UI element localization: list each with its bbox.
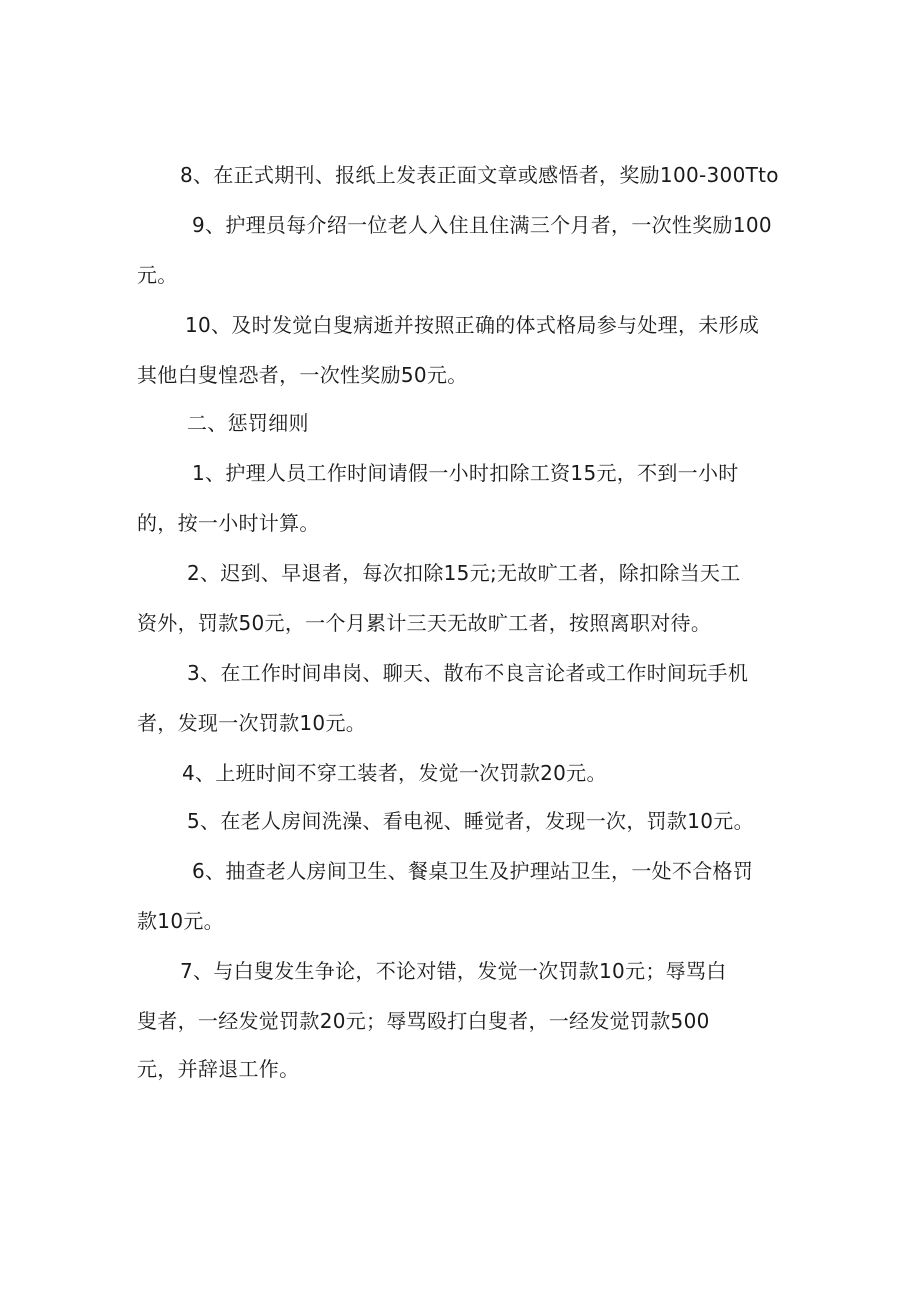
penalty-item-2-line-1: 2、迟到、早退者，每次扣除15元;无故旷工者，除扣除当天工 (187, 561, 741, 585)
penalty-item-1-line-2: 的，按一小时计算。 (137, 511, 320, 535)
reward-item-10-line-2: 其他白叟惶恐者，一次性奖励50元。 (137, 363, 468, 387)
penalty-item-4: 4、上班时间不穿工装者，发觉一次罚款20元。 (182, 761, 607, 785)
reward-item-9-line-1: 9、护理员每介绍一位老人入住且住满三个月者，一次性奖励100 (192, 213, 772, 237)
penalty-item-1-line-1: 1、护理人员工作时间请假一小时扣除工资15元，不到一小时 (192, 461, 739, 485)
penalty-item-7-line-3: 元，并辞退工作。 (137, 1057, 300, 1081)
penalty-item-3-line-1: 3、在工作时间串岗、聊天、散布不良言论者或工作时间玩手机 (187, 661, 749, 685)
penalty-item-3-line-2: 者，发现一次罚款10元。 (137, 711, 367, 735)
reward-item-9-line-2: 元。 (137, 263, 178, 287)
penalty-item-2-line-2: 资外，罚款50元，一个月累计三天无故旷工者，按照离职对待。 (137, 611, 712, 635)
reward-item-10-line-1: 10、及时发觉白叟病逝并按照正确的体式格局参与处理，未形成 (185, 313, 760, 337)
section-heading-penalties: 二、惩罚细则 (187, 411, 309, 435)
penalty-item-6-line-2: 款10元。 (137, 909, 224, 933)
penalty-item-7-line-1: 7、与白叟发生争论，不论对错，发觉一次罚款10元；辱骂白 (180, 959, 727, 983)
penalty-item-6-line-1: 6、抽查老人房间卫生、餐桌卫生及护理站卫生，一处不合格罚 (192, 859, 754, 883)
penalty-item-5: 5、在老人房间洗澡、看电视、睡觉者，发现一次，罚款10元。 (187, 809, 754, 833)
reward-item-8: 8、在正式期刊、报纸上发表正面文章或感悟者，奖励100-300Tto (180, 163, 779, 187)
penalty-item-7-line-2: 叟者，一经发觉罚款20元；辱骂殴打白叟者，一经发觉罚款500 (137, 1009, 710, 1033)
